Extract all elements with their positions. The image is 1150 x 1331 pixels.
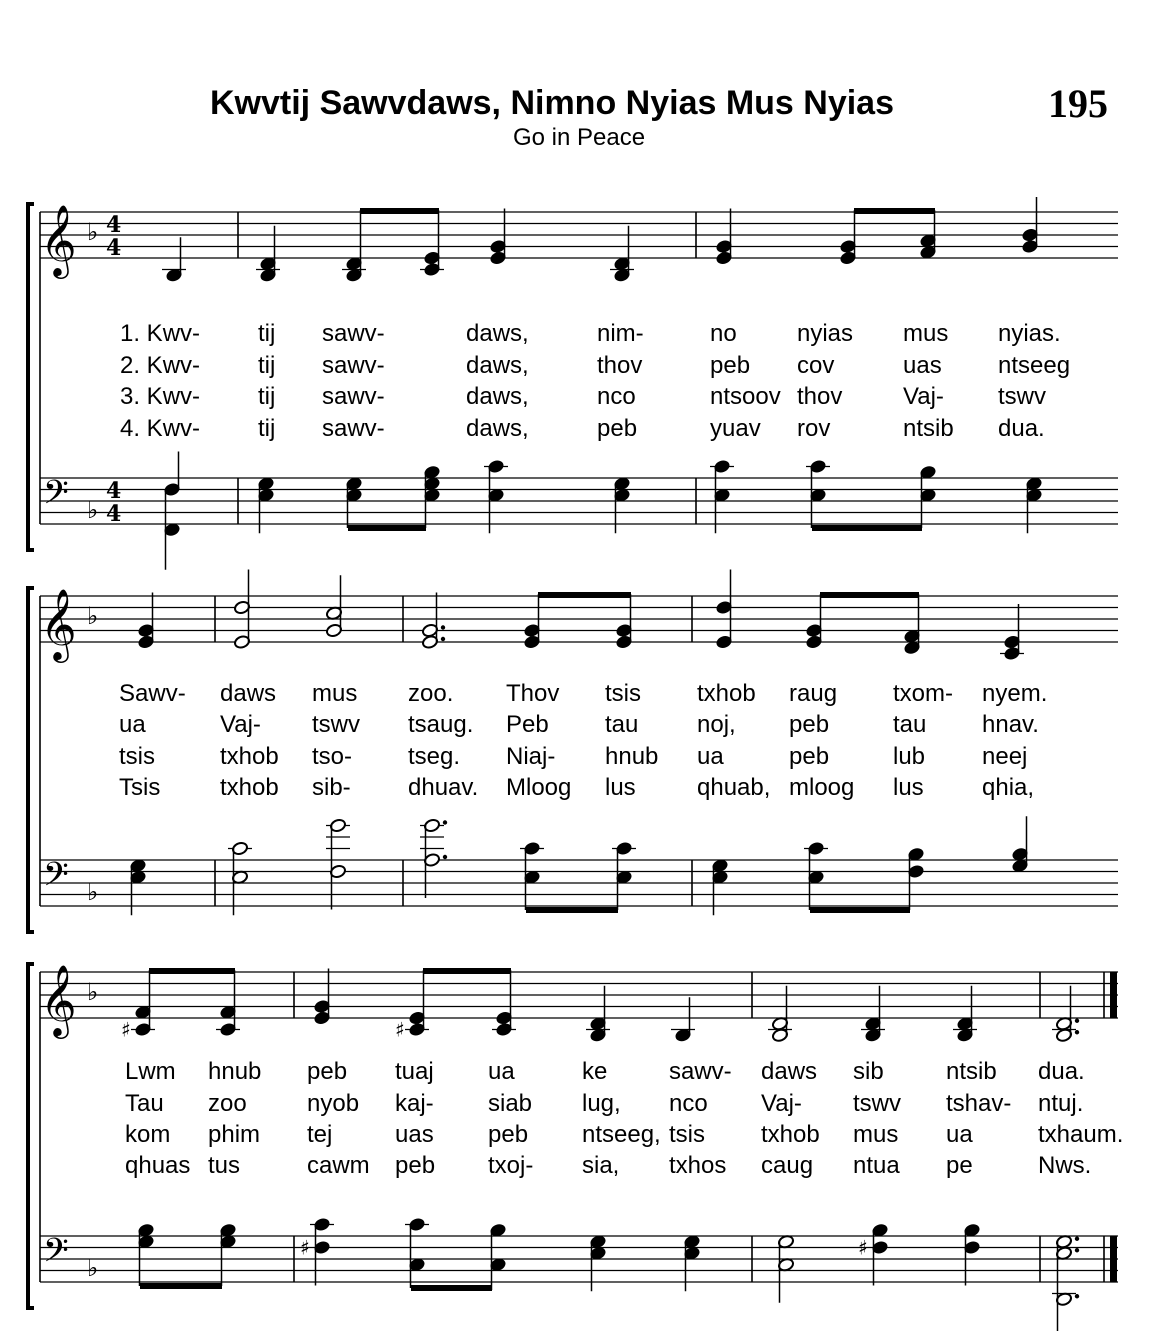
lyric-syllable: neej: [982, 743, 1028, 770]
lyric-syllable: sia,: [582, 1152, 620, 1179]
lyric-syllable: tso-: [312, 743, 353, 770]
lyric-syllable: dua.: [1038, 1058, 1085, 1085]
time-signature-top: 4: [106, 478, 122, 504]
lyric-syllable: peb: [710, 352, 751, 379]
lyric-syllable: lus: [893, 774, 924, 801]
lyric-syllable: ntseeg,: [582, 1121, 661, 1148]
lyric-syllable: qhia,: [982, 774, 1035, 801]
lyric-syllable: sawv-: [322, 352, 385, 379]
flat-sign-icon: ♭: [87, 878, 99, 906]
lyric-syllable: zoo.: [408, 680, 454, 707]
lyric-syllable: daws: [761, 1058, 818, 1085]
sharp-sign: ♯: [395, 1017, 405, 1042]
lyric-syllable: Vaj-: [761, 1090, 802, 1117]
lyric-syllable: txhob: [761, 1121, 820, 1148]
dot: [441, 637, 445, 641]
lyric-syllable: Niaj-: [506, 743, 556, 770]
lyric-syllable: sib-: [312, 774, 351, 801]
final-barline-thick: [1110, 1236, 1117, 1282]
lyric-syllable: nyias: [797, 320, 854, 347]
lyric-syllable: mloog: [789, 774, 855, 801]
lyric-syllable: tswv: [998, 383, 1046, 410]
lyric-syllable: daws,: [466, 383, 529, 410]
dot: [441, 625, 445, 629]
lyric-syllable: daws,: [466, 415, 529, 442]
lyric-syllable: cov: [797, 352, 835, 379]
lyric-syllable: tij: [258, 352, 276, 379]
note-beam: [538, 592, 631, 598]
lyric-syllable: peb: [488, 1121, 529, 1148]
lyric-syllable: tsis: [669, 1121, 705, 1148]
note-beam: [854, 208, 935, 214]
lyric-syllable: ntua: [853, 1152, 900, 1179]
bass-clef-icon: 𝄢: [43, 1232, 69, 1278]
lyric-syllable: tseg.: [408, 743, 461, 770]
lyric-syllable: tshav-: [946, 1090, 1012, 1117]
dot: [1075, 1237, 1079, 1241]
lyric-syllable: siab: [488, 1090, 533, 1117]
lyric-syllable: lug,: [582, 1090, 621, 1117]
lyric-syllable: 1. Kwv-: [120, 320, 201, 347]
lyric-syllable: thov: [797, 383, 843, 410]
lyric-syllable: txhaum.: [1038, 1121, 1124, 1148]
lyric-syllable: Peb: [506, 711, 549, 738]
lyric-syllable: hnub: [605, 743, 659, 770]
time-signature-bottom: 4: [106, 501, 122, 527]
lyric-syllable: sawv-: [322, 415, 385, 442]
bass-clef-icon: 𝄢: [43, 856, 69, 902]
lyric-syllable: ntsoov: [710, 383, 781, 410]
bass-staff-2: [40, 860, 1118, 906]
lyric-syllable: tau: [893, 711, 927, 738]
lyric-syllable: peb: [789, 743, 830, 770]
lyric-syllable: 3. Kwv-: [120, 383, 201, 410]
lyric-syllable: mus: [903, 320, 949, 347]
lyric-syllable: Tau: [125, 1090, 164, 1117]
note-beam: [411, 1285, 492, 1291]
lyric-syllable: txhob: [697, 680, 756, 707]
lyric-syllable: phim: [208, 1121, 261, 1148]
treble-clef-icon: 𝄞: [40, 203, 77, 276]
lyric-syllable: ntsib: [903, 415, 954, 442]
note-beam: [820, 592, 919, 598]
lyric-syllable: daws,: [466, 320, 529, 347]
lyric-syllable: dhuav.: [408, 774, 479, 801]
lyric-syllable: ua: [119, 711, 146, 738]
lyric-syllable: Vaj-: [903, 383, 944, 410]
lyric-syllable: txhob: [220, 743, 279, 770]
lyric-syllable: Sawv-: [119, 680, 186, 707]
lyric-syllable: nco: [597, 383, 636, 410]
lyric-syllable: Nws.: [1038, 1152, 1092, 1179]
lyric-syllable: dua.: [998, 415, 1045, 442]
lyric-syllable: tij: [258, 415, 276, 442]
hymn-number: 195: [1048, 81, 1108, 126]
bass-staff-1: [40, 478, 1118, 524]
lyric-syllable: zoo: [208, 1090, 247, 1117]
dot: [1075, 1294, 1079, 1298]
system-bracket: [28, 204, 34, 550]
lyric-syllable: peb: [307, 1058, 348, 1085]
sharp-sign: ♯: [300, 1235, 310, 1260]
lyric-syllable: Thov: [506, 680, 560, 707]
lyric-syllable: daws,: [466, 352, 529, 379]
lyric-syllable: thov: [597, 352, 643, 379]
lyric-syllable: sawv-: [669, 1058, 732, 1085]
lyric-syllable: tswv: [853, 1090, 901, 1117]
dot: [443, 855, 447, 859]
lyric-syllable: nyem.: [982, 680, 1048, 707]
note-beam: [360, 208, 439, 214]
treble-staff-3: [40, 972, 1118, 1018]
system-bracket: [28, 588, 34, 932]
dot: [1075, 1248, 1079, 1252]
note-beam: [526, 907, 618, 913]
lyric-syllable: tuaj: [395, 1058, 434, 1085]
bass-clef-icon: 𝄢: [43, 474, 69, 520]
note-beam: [423, 968, 511, 974]
lyric-syllable: nyias.: [998, 320, 1061, 347]
lyric-syllable: hnav.: [982, 711, 1039, 738]
lyric-syllable: hnub: [208, 1058, 262, 1085]
hymn-subtitle: Go in Peace: [512, 124, 646, 151]
system-bracket: [28, 964, 34, 1308]
lyric-syllable: tij: [258, 320, 276, 347]
lyric-syllable: kaj-: [395, 1090, 434, 1117]
lyric-syllable: nyob: [307, 1090, 360, 1117]
lyric-syllable: ua: [488, 1058, 515, 1085]
lyric-syllable: Mloog: [506, 774, 572, 801]
lyric-syllable: tsis: [605, 680, 641, 707]
lyric-syllable: qhuas: [125, 1152, 191, 1179]
treble-staff-1: [40, 212, 1118, 258]
lyric-syllable: ntsib: [946, 1058, 997, 1085]
note-beam: [140, 1283, 222, 1289]
flat-sign-icon: ♭: [87, 218, 99, 246]
time-signature-bottom: 4: [106, 235, 122, 261]
treble-clef-icon: 𝄞: [40, 587, 77, 660]
lyric-syllable: mus: [312, 680, 358, 707]
lyric-syllable: noj,: [697, 711, 736, 738]
lyric-syllable: tej: [307, 1121, 333, 1148]
lyric-syllable: 2. Kwv-: [120, 352, 201, 379]
lyric-syllable: no: [710, 320, 737, 347]
treble-clef-icon: 𝄞: [40, 963, 77, 1036]
lyric-syllable: Lwm: [125, 1058, 176, 1085]
lyric-syllable: pe: [946, 1152, 973, 1179]
lyric-syllable: tswv: [312, 711, 360, 738]
dot: [1075, 1019, 1079, 1023]
sharp-sign: ♯: [121, 1017, 131, 1042]
lyric-syllable: ke: [582, 1058, 608, 1085]
lyric-syllable: tsaug.: [408, 711, 474, 738]
lyric-syllable: ntuj.: [1038, 1090, 1084, 1117]
lyric-syllable: tus: [208, 1152, 241, 1179]
time-signature-top: 4: [106, 212, 122, 238]
lyric-syllable: tsis: [119, 743, 155, 770]
note-beam: [810, 907, 910, 913]
lyric-syllable: peb: [789, 711, 830, 738]
treble-staff-2: [40, 596, 1118, 642]
lyric-syllable: mus: [853, 1121, 899, 1148]
lyric-syllable: ua: [697, 743, 724, 770]
lyric-syllable: ntseeg: [998, 352, 1071, 379]
note-beam: [348, 525, 426, 531]
flat-sign-icon: ♭: [87, 602, 99, 630]
lyric-syllable: ua: [946, 1121, 973, 1148]
lyric-syllable: tij: [258, 383, 276, 410]
sharp-sign: ♯: [858, 1235, 868, 1260]
lyric-syllable: txhos: [669, 1152, 727, 1179]
dot: [1075, 1030, 1079, 1034]
lyric-syllable: cawm: [307, 1152, 370, 1179]
bass-staff-3: [40, 1236, 1118, 1282]
dot: [443, 820, 447, 824]
flat-sign-icon: ♭: [87, 1254, 99, 1282]
lyric-syllable: lub: [893, 743, 926, 770]
lyric-syllable: raug: [789, 680, 838, 707]
lyric-syllable: kom: [125, 1121, 171, 1148]
lyric-syllable: Vaj-: [220, 711, 261, 738]
lyric-syllable: uas: [395, 1121, 434, 1148]
hymn-title: Kwvtij Sawvdaws, Nimno Nyias Mus Nyias: [210, 84, 895, 122]
lyric-syllable: rov: [797, 415, 831, 442]
lyric-syllable: daws: [220, 680, 277, 707]
lyric-syllable: txhob: [220, 774, 279, 801]
flat-sign-icon: ♭: [87, 978, 99, 1006]
lyric-syllable: nim-: [597, 320, 644, 347]
lyric-syllable: sawv-: [322, 320, 385, 347]
note-beam: [812, 525, 922, 531]
lyric-syllable: sawv-: [322, 383, 385, 410]
lyric-syllable: txoj-: [488, 1152, 534, 1179]
lyric-syllable: qhuab,: [697, 774, 771, 801]
note-beam: [149, 968, 235, 974]
lyric-syllable: peb: [597, 415, 638, 442]
lyric-syllable: peb: [395, 1152, 436, 1179]
final-barline-thick: [1110, 972, 1117, 1018]
lyric-syllable: uas: [903, 352, 942, 379]
lyric-syllable: Tsis: [119, 774, 161, 801]
flat-sign-icon: ♭: [87, 496, 99, 524]
lyric-syllable: lus: [605, 774, 636, 801]
lyric-syllable: nco: [669, 1090, 708, 1117]
lyric-syllable: yuav: [710, 415, 761, 442]
lyric-syllable: sib: [853, 1058, 884, 1085]
lyric-syllable: 4. Kwv-: [120, 415, 201, 442]
lyric-syllable: caug: [761, 1152, 814, 1179]
lyric-syllable: txom-: [893, 680, 953, 707]
lyric-syllable: tau: [605, 711, 639, 738]
